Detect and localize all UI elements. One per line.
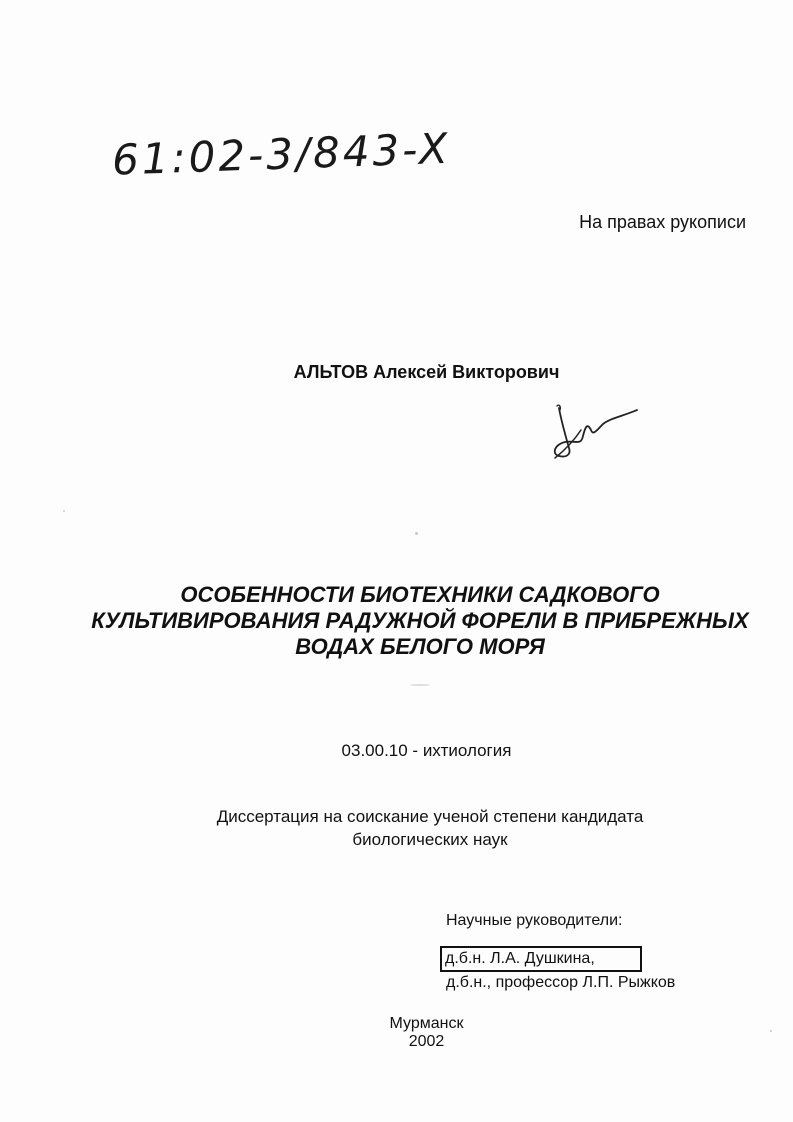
supervisor-boxed-name: д.б.н. Л.А. Душкина,	[440, 946, 642, 972]
specialty-code: 03.00.10 - ихтиология	[341, 741, 512, 760]
degree-line: Диссертация на соискание ученой степени кандидата	[216, 807, 644, 826]
title-line: ВОДАХ БЕЛОГО МОРЯ	[295, 634, 545, 659]
rights-note: На правах рукописи	[579, 212, 746, 232]
scan-speck	[410, 684, 430, 686]
author-block	[0, 362, 793, 383]
scan-speck	[770, 1030, 772, 1032]
year: 2002	[408, 1033, 445, 1050]
city: Мурманск	[389, 1015, 464, 1032]
city-year	[0, 1015, 793, 1051]
title-line: ОСОБЕННОСТИ БИОТЕХНИКИ САДКОВОГО	[180, 582, 660, 607]
supervisors-heading: Научные руководители:	[446, 912, 623, 929]
degree-statement	[60, 805, 793, 851]
author-name: АЛЬТОВ Алексей Викторович	[293, 362, 560, 382]
handwritten-archive-code: 61:02-3/843-X	[111, 123, 452, 185]
degree-line: биологических наук	[352, 830, 508, 849]
scan-speck	[415, 532, 418, 535]
supervisors-block	[446, 912, 786, 994]
scan-speck	[63, 510, 65, 512]
dissertation-title	[60, 582, 780, 660]
signature-icon	[545, 400, 645, 462]
title-line: КУЛЬТИВИРОВАНИЯ РАДУЖНОЙ ФОРЕЛИ В ПРИБРЕЖНЫХ	[91, 608, 749, 633]
supervisor-name: д.б.н., профессор Л.П. Рыжков	[446, 974, 676, 991]
